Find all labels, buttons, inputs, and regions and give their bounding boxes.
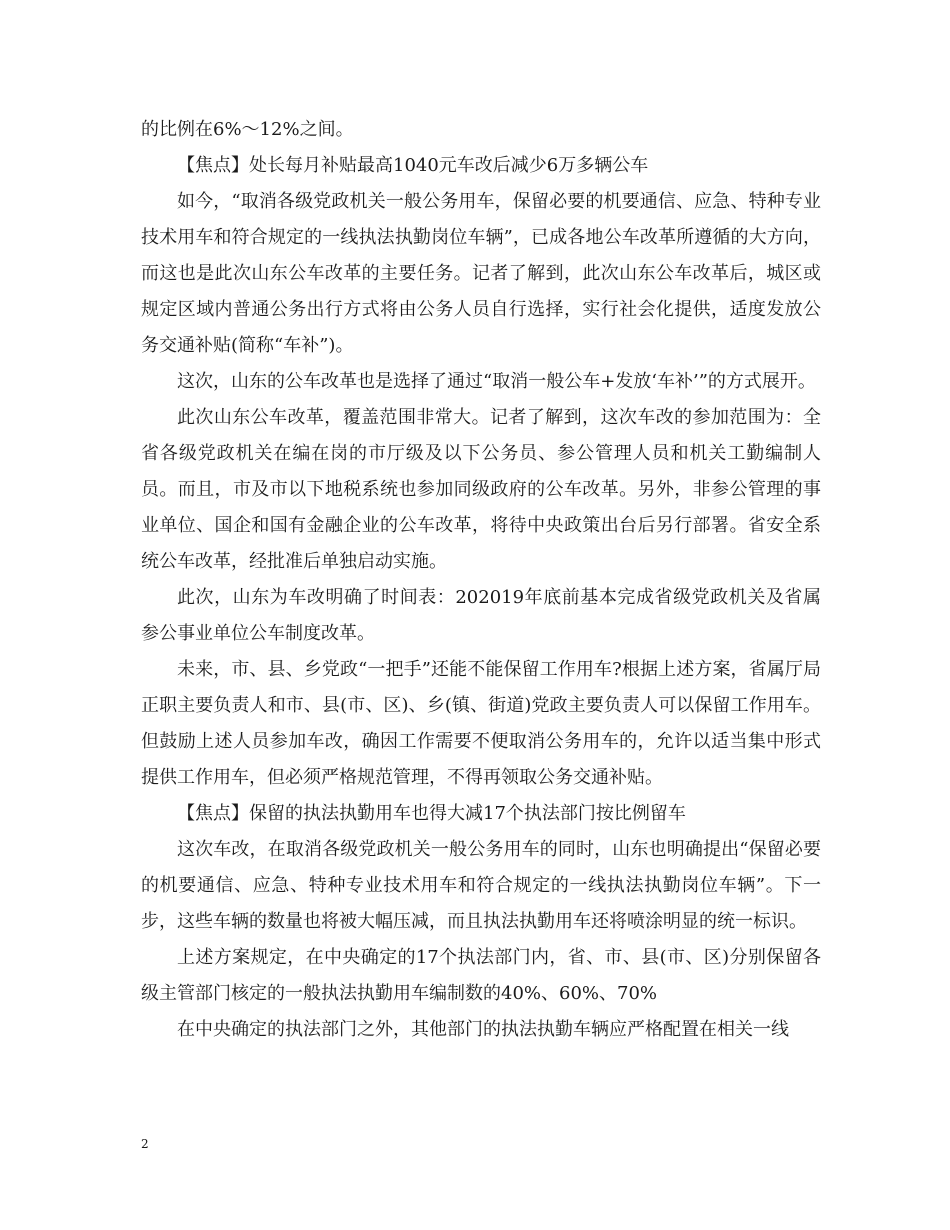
paragraph: 的比例在6%～12%之间。 (141, 119, 354, 140)
paragraph: 如今，“取消各级党政机关一般公务用车，保留必要的机要通信、应急、特种专业技术用车和符合规定的一线执法执勤岗位车辆”，已成各地公车改革所遵循的大方向，而这也是此次山东公车改革的主要任务。记者了解到，此次山东公车改革后，城区或规定区域内普通公务出行方式将由公务人员自行选择，实行社会化提供，适度发放公务交通补贴(简称“车补”)。 (141, 191, 821, 356)
paragraph: 此次山东公车改革，覆盖范围非常大。记者了解到，这次车改的参加范围为：全省各级党政机关在编在岗的市厅级及以下公务员、参公管理人员和机关工勤编制人员。而且，市及市以下地税系统也参加同级政府的公车改革。另外，非参公管理的事业单位、国企和国有金融企业的公车改革，将待中央政策出台后另行部署。省安全系统公车改革，经批准后单独启动实施。 (141, 407, 821, 572)
paragraph: 上述方案规定，在中央确定的17个执法部门内，省、市、县(市、区)分别保留各级主管部门核定的一般执法执勤用车编制数的40%、60%、70% (141, 947, 821, 1004)
paragraph: 在中央确定的执法部门之外，其他部门的执法执勤车辆应严格配置在相关一线 (177, 1019, 789, 1040)
paragraph: 未来，市、县、乡党政“一把手”还能不能保留工作用车?根据上述方案，省属厅局正职主要负责人和市、县(市、区)、乡(镇、街道)党政主要负责人可以保留工作用车。但鼓励上述人员参加车改，确因工作需要不便取消公务用车的，允许以适当集中形式提供工作用车，但必须严格规范管理，不得再领取公务交通补贴。 (141, 659, 821, 788)
focus-heading: 【焦点】保留的执法执勤用车也得大减17个执法部门按比例留车 (177, 803, 686, 824)
document-body (141, 112, 821, 1048)
paragraph: 这次，山东的公车改革也是选择了通过“取消一般公车+发放‘车补’”的方式展开。 (177, 371, 816, 392)
focus-heading: 【焦点】处长每月补贴最高1040元车改后减少6万多辆公车 (177, 155, 649, 176)
page-number: 2 (141, 1137, 149, 1151)
paragraph: 此次，山东为车改明确了时间表：202019年底前基本完成省级党政机关及省属参公事业单位公车制度改革。 (141, 587, 821, 644)
paragraph: 这次车改，在取消各级党政机关一般公务用车的同时，山东也明确提出“保留必要的机要通信、应急、特种专业技术用车和符合规定的一线执法执勤岗位车辆”。下一步，这些车辆的数量也将被大幅压减，而且执法执勤用车还将喷涂明显的统一标识。 (141, 839, 821, 932)
